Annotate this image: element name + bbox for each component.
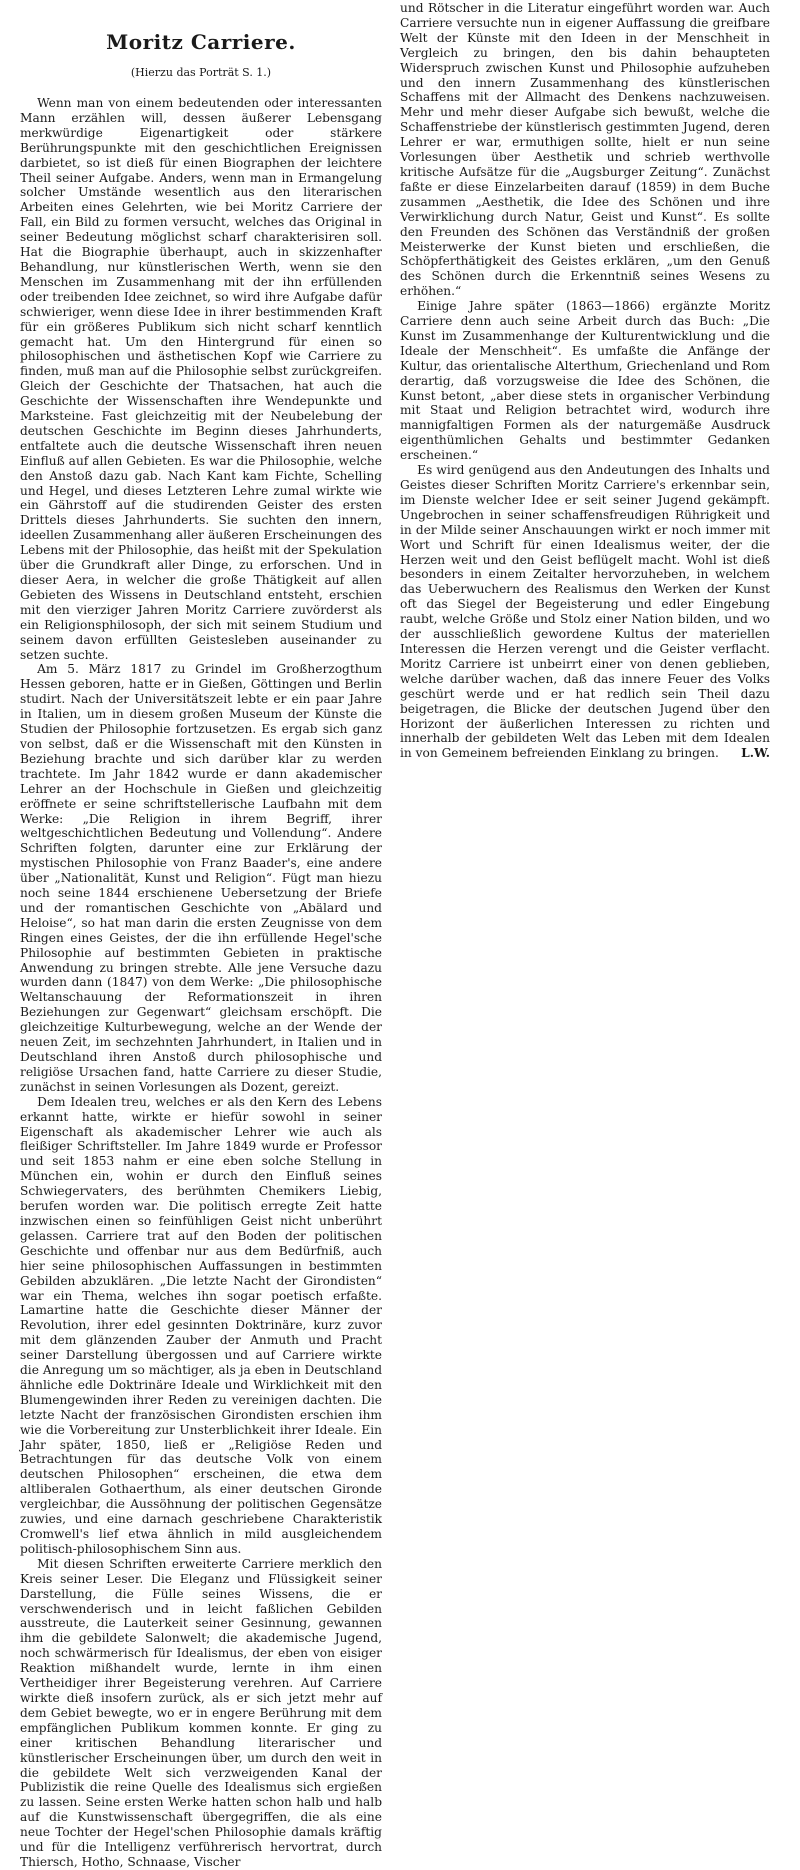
- paragraph: Dem Idealen treu, welches er als den Kern des Lebens erkannt hatte, wirkte er hiefür sowohl in seiner Eigenschaft als akademischer Lehrer wie auch als fleißiger Schriftsteller. Im Jahre 1849 wurde er Professor und seit 1853 nahm er eine eben solche Stellung in München ein, wohin er durch den Einfluß seines Schwiegervaters, des berühmten Chemikers Liebig, berufen worden war. Die politisch erregte Zeit hatte inzwischen einen so feinfühligen Geist nicht unberührt gelassen. Carriere trat auf den Boden der politischen Geschichte und offenbar nur aus dem Bedürfniß, auch hier seine philosophischen Auffassungen in bestimmten Gebilden abzuklären. „Die letzte Nacht der Girondisten“ war ein Thema, welches ihn sogar poetisch erfaßte. Lamartine hatte die Geschichte dieser Männer der Revolution, ihrer edel gesinnten Doktrinäre, kurz zuvor mit dem glänzenden Zauber der Anmuth und Pracht seiner Darstellung übergossen und auf Carriere wirkte die Anregung um so mächtiger, als ja eben in Deutschland ähnliche edle Doktrinäre Ideale und Wirklichkeit mit den Blumengewinden ihrer Reden zu vereinigen dachten. Die letzte Nacht der französischen Girondisten erschien ihm wie die Vorbereitung zur Unsterblichkeit ihrer Ideale. Ein Jahr später, 1850, ließ er „Religiöse Reden und Betrachtungen für das deutsche Volk von einem deutschen Philosophen“ erscheinen, die etwa dem altliberalen Gothaerthum, als einer deutschen Gironde vergleichbar, die Aussöhnung der politischen Gegensätze zuwies, und eine darnach geschriebene Charakteristik Cromwell's lief etwa ähnlich in mild ausgleichendem politisch-philosophischem Sinn aus.: [20, 1094, 382, 1556]
- paragraph: Wenn man von einem bedeutenden oder interessanten Mann erzählen will, dessen äußerer Lebensgang merkwürdige Eigenartigkeit oder stärkere Berührungspunkte mit den geschichtlichen Ereignissen darbietet, so ist dieß für einen Biographen der leichtere Theil seiner Aufgabe. Anders, wenn man in Ermangelung solcher Umstände wesentlich aus den literarischen Arbeiten eines Gelehrten, wie bei Moritz Carriere der Fall, ein Bild zu formen versucht, welches das Original in seiner Bedeutung möglichst scharf charakterisiren soll. Hat die Biographie überhaupt, auch in skizzenhafter Behandlung, nur künstlerischen Werth, wenn sie den Menschen im Zusammenhang mit der ihn erfüllenden oder treibenden Idee zeichnet, so wird ihre Aufgabe dafür schwieriger, wenn diese Idee in ihrer bestimmenden Kraft für ein größeres Publikum sich nicht scharf kenntlich gemacht hat. Um den Hintergrund für einen so philosophischen und ästhetischen Kopf wie Carriere zu finden, muß man auf die Philosophie selbst zurückgreifen. Gleich der Geschichte der Thatsachen, hat auch die Geschichte der Wissenschaften ihre Wendepunkte und Marksteine. Fast gleichzeitig mit der Neubelebung der deutschen Geschichte im Beginn dieses Jahrhunderts, entfaltete auch die deutsche Wissenschaft ihren neuen Einfluß auf allen Gebieten. Es war die Philosophie, welche den Anstoß dazu gab. Nach Kant kam Fichte, Schelling und Hegel, und dieses Letzteren Lehre zumal wirkte wie ein Gährstoff auf die studirenden Geister des ersten Drittels dieses Jahrhunderts. Sie suchten den innern, ideellen Zusammenhang aller äußeren Erscheinungen des Lebens mit der Philosophie, das heißt mit der Spekulation über die Grundkraft aller Dinge, zu erforschen. Und in dieser Aera, in welcher die große Thätigkeit auf allen Gebieten des Wissens in Deutschland entsteht, erschien mit den vierziger Jahren Moritz Carriere zuvörderst als ein Religionsphilosoph, der sich mit seinem Studium und seinem davon erfüllten Geistesleben auseinander zu setzen suchte.: [20, 96, 382, 662]
- paragraph: Am 5. März 1817 zu Grindel im Großherzogthum Hessen geboren, hatte er in Gießen, Göttingen und Berlin studirt. Nach der Universitätszeit lebte er ein paar Jahre in Italien, um in diesem großen Museum der Künste die Studien der Philosophie fortzusetzen. Es ergab sich ganz von selbst, daß er die Wissenschaft mit den Künsten in Beziehung brachte und sich darüber klar zu werden trachtete. Im Jahr 1842 wurde er dann akademischer Lehrer an der Hochschule in Gießen und gleichzeitig eröffnete er seine schriftstellerische Laufbahn mit dem Werke: „Die Religion in ihrem Begriff, ihrer weltgeschichtlichen Bedeutung und Vollendung“. Andere Schriften folgten, darunter eine zur Erklärung der mystischen Philosophie von Franz Baader's, eine andere über „Nationalität, Kunst und Religion“. Fügt man hiezu noch seine 1844 erschienene Uebersetzung der Briefe und der romantischen Geschichte von „Abälard und Heloise“, so hat man darin die ersten Zeugnisse von dem Ringen eines Geistes, der die ihn erfüllende Hegel'sche Philosophie auf bestimmten Gebieten in praktische Anwendung zu bringen strebte. Alle jene Versuche dazu wurden dann (1847) von dem Werke: „Die philosophische Weltanschauung der Reformationszeit in ihren Beziehungen zur Gegenwart“ gleichsam erschöpft. Die gleichzeitige Kulturbewegung, welche an der Wende der neuen Zeit, im sechzehnten Jahrhundert, in Italien und in Deutschland ihren Anstoß durch philosophische und religiöse Ursachen fand, hatte Carriere zu dieser Studie, zunächst in seinen Vorlesungen als Dozent, gereizt.: [20, 662, 382, 1094]
- paragraph: und Rötscher in die Literatur eingeführt worden war. Auch Carriere versuchte nun in eigener Auffassung die greifbare Welt der Künste mit den Ideen in der Menschheit in Vergleich zu bringen, den bis dahin behaupteten Widerspruch zwischen Kunst und Philosophie aufzuheben und den innern Zusammenhang des künstlerischen Schaffens mit der Allmacht des Denkens nachzuweisen. Mehr und mehr dieser Aufgabe sich bewußt, welche die Schaffenstriebe der künstlerisch gestimmten Jugend, deren Lehrer er war, ermuthigen sollte, hielt er nun seine Vorlesungen über Aesthetik und schrieb werthvolle kritische Aufsätze für die „Augsburger Zeitung“. Zunächst faßte er diese Einzelarbeiten darauf (1859) in dem Buche zusammen „Aesthetik, die Idee des Schönen und ihre Verwirklichung durch Natur, Geist und Kunst“. Es sollte den Freunden des Schönen das Verständniß der großen Meisterwerke der Kunst bieten und erschließen, die Schöpferthätigkeit des Geistes erklären, „um den Genuß des Schönen durch die Erkenntniß seines Wesens zu erhöhen.“: [400, 1, 770, 299]
- paragraph: Es wird genügend aus den Andeutungen des Inhalts und Geistes dieser Schriften Moritz Carriere's erkennbar sein, im Dienste welcher Idee er seit seiner Jugend gekämpft. Ungebrochen in seiner schaffensfreudigen Rührigkeit und in der Milde seiner Anschauungen wirkt er noch immer mit Wort und Schrift für einen Idealismus weiter, der die Herzen weit und den Geist beflügelt macht. Wohl ist dieß besonders in einem Zeitalter hervorzuheben, in welchem das Ueberwuchern des Realismus den Werken der Kunst oft das Siegel der Begeisterung und edler Eingebung raubt, welche Größe und Stolz einer Nation bilden, und wo der ausschließlich gewordene Kultus der materiellen Interessen die Herzen verengt und die Geister verflacht. Moritz Carriere ist unbeirrt einer von denen geblieben, welche darüber wachen, daß das innere Feuer des Volks geschürt werde und er hat redlich sein Theil dazu beigetragen, die Blicke der deutschen Jugend über den Horizont der äußerlichen Interessen zu richten und innerhalb der gebildeten Welt das Leben mit dem Idealen in von Gemeinem befreienden Einklang zu bringen.: [400, 463, 770, 761]
- right-column: [400, 1, 770, 761]
- author-signature: L.W.: [741, 746, 770, 761]
- article-subtitle: (Hierzu das Porträt S. 1.): [130, 66, 272, 79]
- article-title: Moritz Carriere.: [106, 30, 296, 54]
- left-column: [20, 0, 382, 1870]
- paragraph: Einige Jahre später (1863—1866) ergänzte Moritz Carriere denn auch seine Arbeit durch das Buch: „Die Kunst im Zusammenhange der Kulturentwicklung und die Ideale der Menschheit“. Es umfaßte die Anfänge der Kultur, das orientalische Alterthum, Griechenland und Rom derartig, daß vorzugsweise die Idee des Schönen, die Kunst betont, „aber diese stets in organischer Verbindung mit Staat und Religion betrachtet wird, wodurch ihre mannigfaltigen Formen als der naturgemäße Ausdruck eigenthümlichen Gehalts und bestimmter Gedanken erscheinen.“: [400, 299, 770, 463]
- paragraph: Mit diesen Schriften erweiterte Carriere merklich den Kreis seiner Leser. Die Eleganz und Flüssigkeit seiner Darstellung, die Fülle seines Wissens, die er verschwenderisch und in leicht faßlichen Gebilden ausstreute, die Lauterkeit seiner Gesinnung, gewannen ihm die gebildete Salonwelt; die akademische Jugend, noch schwärmerisch für Idealismus, der eben von eisiger Reaktion mißhandelt wurde, lernte in ihm einen Vertheidiger ihrer Begeisterung verehren. Auf Carriere wirkte dieß insofern zurück, als er sich jetzt mehr auf dem Gebiet bewegte, wo er in engere Berührung mit dem empfänglichen Publikum kommen konnte. Er ging zu einer kritischen Behandlung literarischer und künstlerischer Erscheinungen über, um durch den weit in die gebildete Welt sich verzweigenden Kanal der Publizistik die reine Quelle des Idealismus sich ergießen zu lassen. Seine ersten Werke hatten schon halb und halb auf die Kunstwissenschaft übergegriffen, die als eine neue Tochter der Hegel'schen Philosophie damals kräftig und für die Intelligenz verführerisch hervortrat, durch Thiersch, Hotho, Schnaase, Vischer: [20, 1556, 382, 1869]
